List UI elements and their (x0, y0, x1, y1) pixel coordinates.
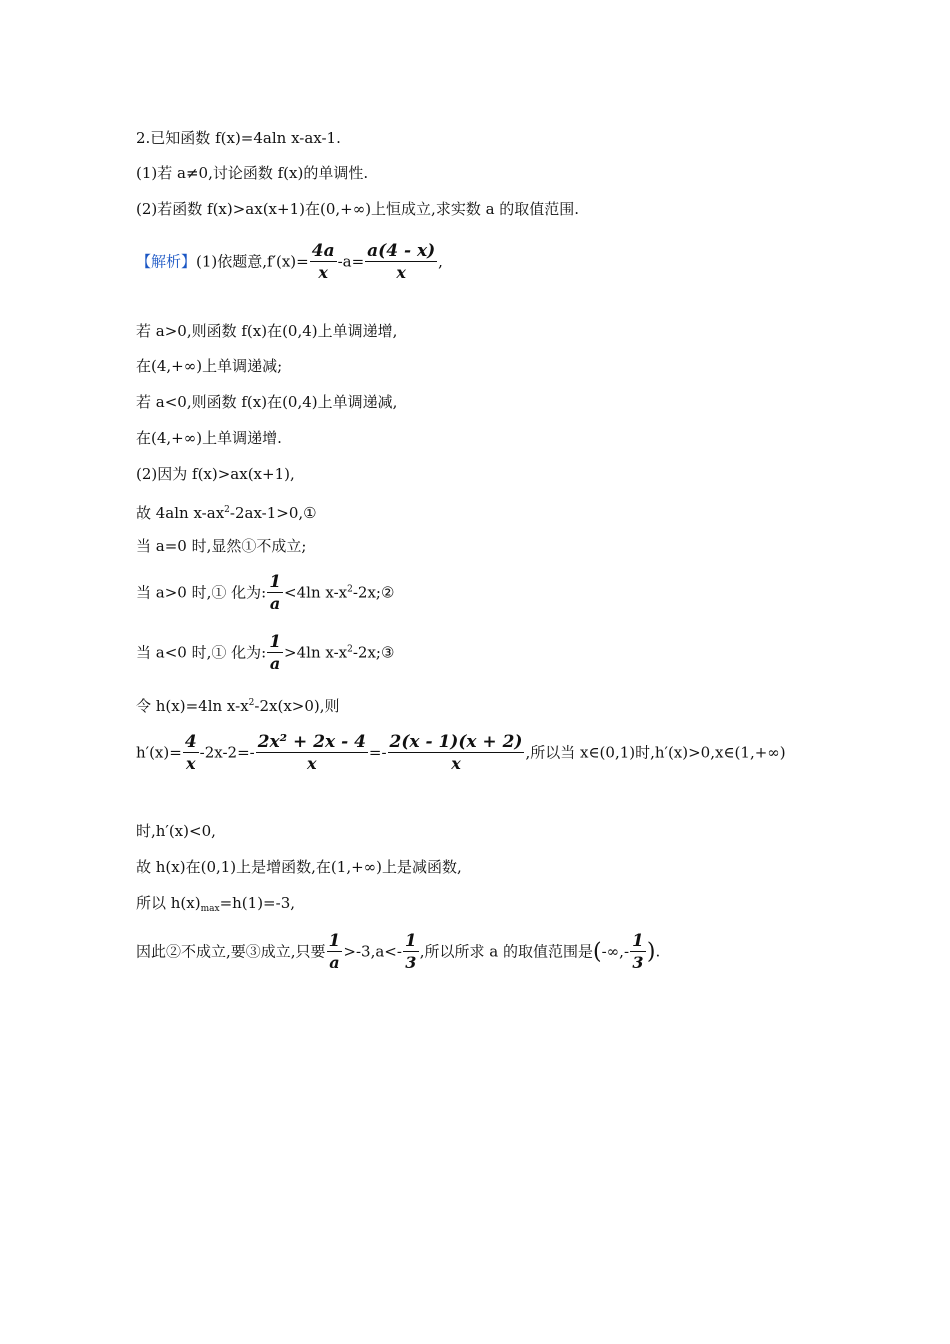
solution-line-9: 当 a>0 时,① 化为: $\frac{1}{a}$ <4ln $x-x^2-2x;②$ (136, 572, 395, 613)
fraction: $\frac{1}{a}$ (269, 572, 282, 613)
solution-line-2: 若 a>0,则函数 f(x)在(0,4)上单调递增, (136, 322, 398, 340)
solution-line-10: 当 a<0 时,① 化为: $\frac{1}{a}$ >4ln $x-x^2-2x;③$ (136, 632, 395, 673)
solution-line-12: h′(x)= $\frac{4}{x}$ -2x-2=- $\frac{\text{2x² + 2x - 4}}{x}$ =- $\frac{2(x - 1)(x + 2)}{x}$ ,所以当 x∈(0,1)时,h′(x)>0,x∈(1,+∞) (136, 732, 786, 773)
fraction: $\frac{4}{x}$ (184, 732, 197, 773)
fraction: $\frac{\text{2x² + 2x - 4}}{x}$ (257, 732, 366, 773)
fraction: $\frac{a(4 - x)}{x}$ (367, 241, 436, 282)
solution-line-4: 若 a<0,则函数 f(x)在(0,4)上单调递减, (136, 393, 398, 411)
fraction: $\frac{1}{3}$ (404, 931, 417, 972)
problem-question-1: (1)若 a≠0,讨论函数 f(x)的单调性. (136, 164, 369, 182)
solution-tag: 【解析】 (136, 252, 197, 271)
solution-line-5: 在(4,+∞)上单调递增. (136, 429, 282, 447)
problem-stem: 2.已知函数 f(x)=4aln x-ax-1. (136, 129, 341, 147)
problem-question-2: (2)若函数 f(x)>ax(x+1)在(0,+∞)上恒成立,求实数 a 的取值范围. (136, 200, 580, 218)
solution-line-16: 因此②不成立,要③成立,只要 $\frac{1}{a}$ >-3,a<- $\frac{1}{3}$ ,所以所求 a 的取值范围是(-∞,- $\frac{1}{3}$ ). (136, 931, 661, 972)
solution-line-6: (2)因为 f(x)>ax(x+1), (136, 465, 295, 483)
solution-line-15: 所以 $h(x)_{max}=h(1)=-3$, (136, 894, 296, 914)
solution-line-3: 在(4,+∞)上单调递减; (136, 357, 283, 375)
fraction: $\frac{1}{a}$ (269, 632, 282, 673)
solution-line-11: 令 h(x)=4ln $x-x^2-2x(x>0)$,则 (136, 697, 340, 715)
solution-line-14: 故 h(x)在(0,1)上是增函数,在(1,+∞)上是减函数, (136, 858, 462, 876)
fraction: $\frac{4a}{x}$ (311, 241, 335, 282)
fraction: $\frac{2(x - 1)(x + 2)}{x}$ (389, 732, 523, 773)
fraction: $\frac{1}{3}$ (632, 931, 644, 972)
fraction: $\frac{1}{a}$ (328, 931, 341, 972)
solution-line-1: 【解析】(1)依题意,f′(x)= $\frac{4a}{x}$ -a= $\frac{a(4 - x)}{x}$ , (136, 241, 443, 282)
solution-line-8: 当 a=0 时,显然①不成立; (136, 537, 307, 555)
solution-line-7: 故 4aln $x-ax^2-2ax-1>0,①$ (136, 504, 317, 522)
solution-line-13: 时,h′(x)<0, (136, 822, 216, 840)
